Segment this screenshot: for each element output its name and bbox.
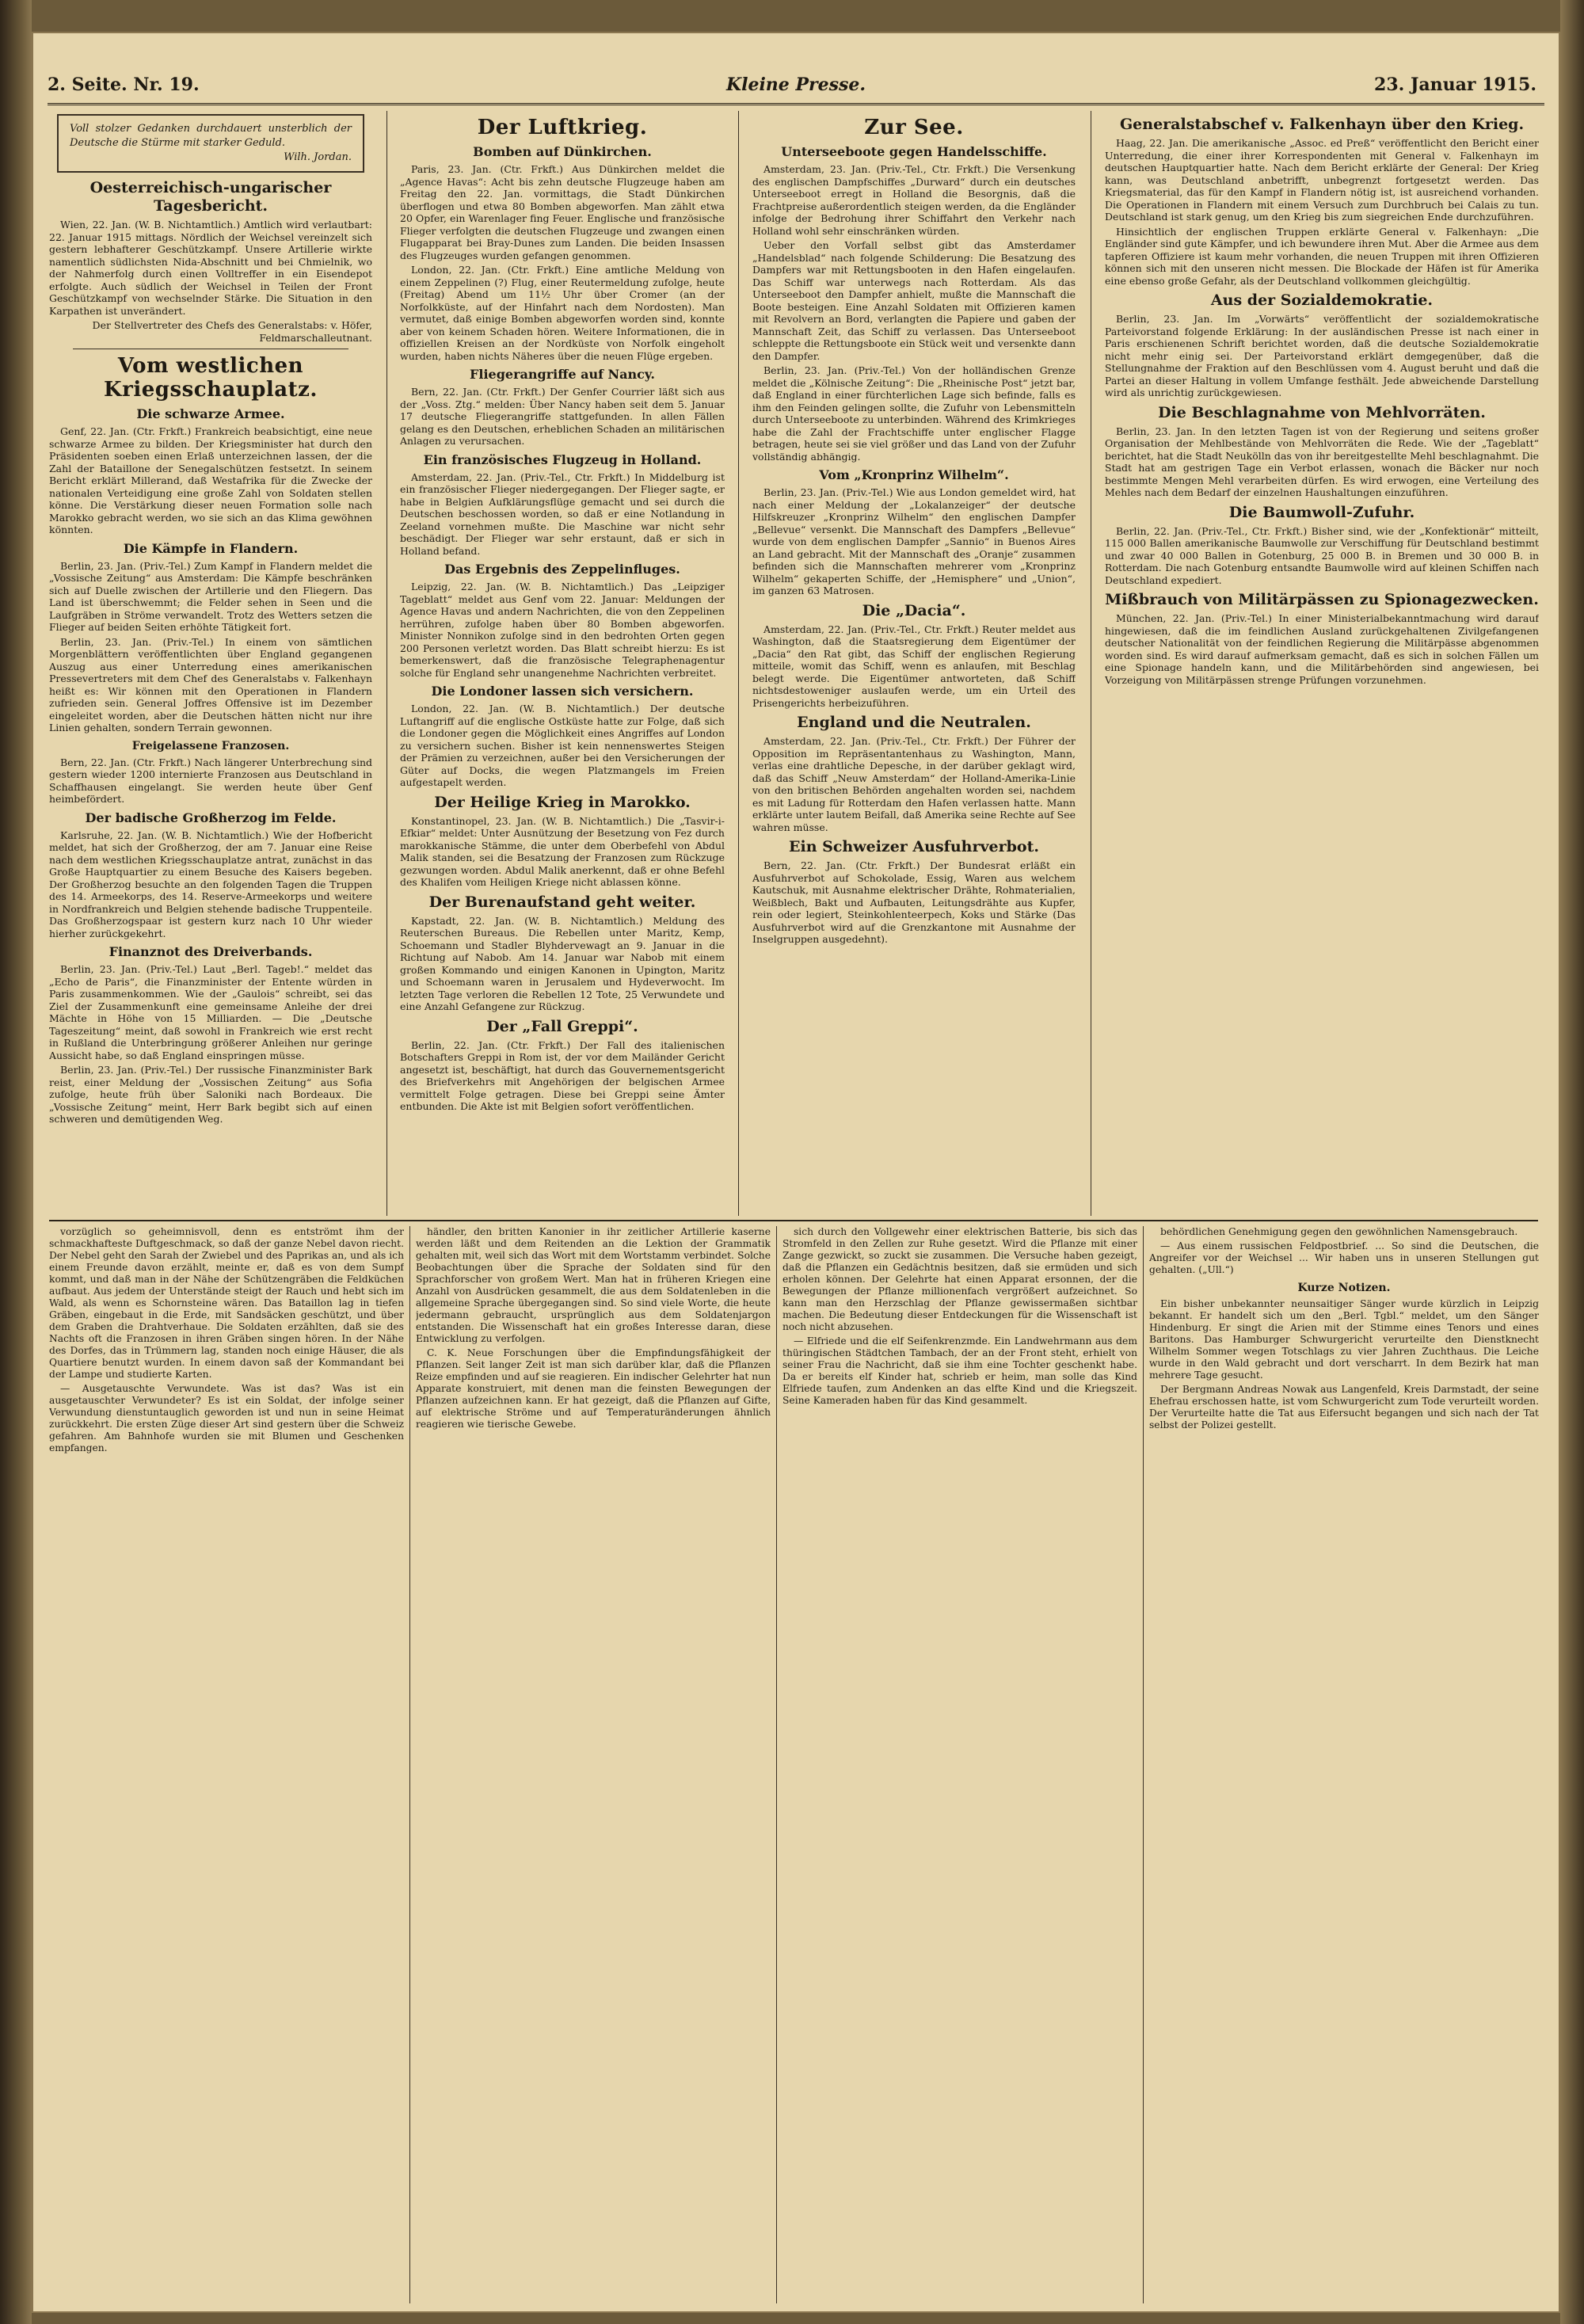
- article-text: Ueber den Vorfall selbst gibt das Amsterdamer „Handelsblad“ nach folgende Schilderung: Die Besatzung des Dampfers war mit Rettungsbooten in den Hafen eingelaufen. Das Schiff war unterwegs nach Rotterdam. Als das Unterseeboot den Dampfer anhielt, mußte die Mannschaft die Boote besteigen. Eine Anzahl Soldaten mit Offizieren kamen mit Revolvern an Bord, verlangten die Papiere und gaben der Mannschaft Zeit, das Schiff zu verlassen. Das Unterseeboot schleppte die Rettungsboote ein Stück weit und versenkte dann den Dampfer.: [752, 239, 1076, 362]
- article-text: sich durch den Vollgewehr einer elektrischen Batterie, bis sich das Stromfeld in den Zellen zur Ruhe gesetzt. Wird die Pflanze mit einer Zange gezwickt, so zuckt sie zusammen. Die Versuche haben gezeigt, daß die Pflanzen ein Gedächtnis besitzen, daß sie ermüden und sich erholen können. Der Gelehrte hat einen Apparat ersonnen, der die Bewegungen der Pflanze millionenfach vergrößert aufzeichnet. So kann man den Herzschlag der Pflanze gewissermaßen sichtbar machen. Die Bedeutung dieser Entdeckungen für die Wissenschaft ist noch nicht abzusehen.: [782, 1226, 1137, 1332]
- column-2: [400, 111, 725, 1216]
- article-text: London, 22. Jan. (W. B. Nichtamtlich.) Der deutsche Luftangriff auf die englische Ostküste hatte zur Folge, daß sich die Londoner gegen die Möglichkeit eines Angriffes auf London zu versichern suchen. Bisher ist kein nennenswertes Steigen der Prämien zu verzeichnen, außer bei den Versicherungen der Güter auf Docks, die wegen Platzmangels im Freien aufgestapelt werden.: [400, 703, 725, 788]
- headline-morocco: Der Heilige Krieg in Marokko.: [434, 793, 691, 811]
- headline-freed: Freigelassene Franzosen.: [131, 739, 290, 752]
- article-text: Genf, 22. Jan. (Ctr. Frkft.) Frankreich beabsichtigt, eine neue schwarze Armee zu bilden. Der Kriegsminister hat durch den Präsidenten soeben einen Erlaß unterzeichnen lassen, der die Zahl der Bataillone der Senegalschützen festsetzt. In seinem Bericht erklärt Millerand, daß Westafrika für die Zwecke der nationalen Verteidigung eine große Zahl von Soldaten stellen könne. Die Verstärkung dieser neuen Formation solle nach Marokko gebracht werden, wo sie sich an das Klima gewöhnen könnten.: [49, 425, 372, 535]
- headline-short-notes: Kurze Notizen.: [1297, 1282, 1391, 1294]
- article-text: Bern, 22. Jan. (Ctr. Frkft.) Nach längerer Unterbrechung sind gestern wieder 1200 internierte Franzosen aus Deutschland in Schaffhausen eingelangt. Sie werden heute über Genf heimbefördert.: [49, 756, 372, 805]
- column-4: [1105, 111, 1539, 1216]
- column-1: [49, 111, 372, 1216]
- article-text: Karlsruhe, 22. Jan. (W. B. Nichtamtlich.) Wie der Hofbericht meldet, hat sich der Großherzog, der am 7. Januar eine Reise nach dem westlichen Kriegsschauplatze antrat, zunächst in das Große Hauptquartier zu einem Besuche des Kaisers begeben. Der Großherzog besuchte an den folgenden Tagen die Truppen des 14. Armeekorps, des 14. Reserve-Armeekorps und weitere in Nordfrankreich und Belgien stehende badische Truppenteile. Das Großherzogspaar ist gestern kurz nach 10 Uhr wieder hierher zurückgekehrt.: [49, 829, 372, 939]
- article-text: Berlin, 23. Jan. (Priv.-Tel.) Von der holländischen Grenze meldet die „Kölnische Zeitung“: Die „Rheinische Post“ jetzt bar, daß England in einer fürchterlichen Lage sich befinde, falls es ihm den Feinden gelingen sollte, die Zufuhr von Lebensmitteln durch Unterseeboote zu unterbinden. Während des Krimkrieges habe die Zahl der Frachtschiffe unter englischer Flagge betragen, heute sei sie viel größer und das Land von der Zufuhr vollständig abhängig.: [752, 364, 1076, 463]
- headline-west: Vom westlichen Kriegsschauplatz.: [104, 354, 318, 402]
- article-text: Berlin, 23. Jan. (Priv.-Tel.) Laut „Berl. Tageb!.“ meldet das „Echo de Paris“, die Finanzminister der Entente würden in Paris zusammenkommen. Wie der „Gaulois“ schreibt, sei das Ziel der Zusammenkunft eine gemeinsame Anleihe der drei Mächte in Höhe von 15 Milliarden. — Die „Deutsche Tageszeitung“ meint, daß sowohl in Frankreich wie erst recht in Rußland die Unterbringung größerer Anleihen nur geringe Aussicht habe, so daß England einspringen müsse.: [49, 963, 372, 1061]
- article-text: C. K. Neue Forschungen über die Empfindungsfähigkeit der Pflanzen. Seit langer Zeit ist man sich darüber klar, daß die Pflanzen Reize empfinden und auf sie reagieren. Ein indischer Gelehrter hat nun Apparate konstruiert, mit denen man die feinsten Bewegungen der Pflanzen aufzeichnen kann. Er hat gezeigt, daß die Pflanzen auf Gifte, auf elektrische Ströme und auf Temperaturänderungen ähnlich reagieren wie tierische Gewebe.: [416, 1347, 771, 1430]
- article-text: Paris, 23. Jan. (Ctr. Frkft.) Aus Dünkirchen meldet die „Agence Havas“: Acht bis zehn deutsche Flugzeuge haben am Freitag den 22. Jan. vormittags, die Stadt Dünkirchen überflogen und etwa 80 Bomben abgeworfen. Man zählt etwa 20 Opfer, ein Warenlager fing Feuer. Englische und französische Flieger verfolgten die deutschen Flugzeuge und zwangen einen Flugapparat bei Bray-Dunes zum Landen. Die beiden Insassen des Flugzeuges wurden gefangen genommen.: [400, 163, 725, 261]
- article-text: Amsterdam, 22. Jan. (Priv.-Tel., Ctr. Frkft.) Reuter meldet aus Washington, daß die Staatsregierung dem Eigentümer der „Dacia“ den Rat gibt, das Schiff der englischen Regierung mitteile, womit das Schiff, wenn es anlaufen, mit Beschlag belegt werde. Die Eigentümer antworteten, daß Schiff nichtsdestoweniger auslaufen werde, um ein Urteil des Prisengerichts herbeizuführen.: [752, 623, 1076, 709]
- motto-text: Voll stolzer Gedanken durchdauert unsterblich der Deutsche die Stürme mit starker Geduld.: [70, 123, 352, 149]
- page-edge: [1560, 0, 1584, 2324]
- article-text: Berlin, 23. Jan. In den letzten Tagen ist von der Regierung und seitens großer Organisation der Mehlbestände von Mehlvorräten die Rede. Wie der „Tageblatt“ berichtet, hat die Stadt Neukölln das von ihr bereitgestellte Mehl beschlagnahmt. Die Stadt hat am gestrigen Tage ein Verbot erlassen, wonach die Bäcker nur noch bestimmte Mengen Mehl verarbeiten dürfen. Es wird erwogen, eine Verteilung des Mehles nach dem Bedarf der einzelnen Haushaltungen einzuführen.: [1105, 425, 1539, 498]
- article-text: Amsterdam, 23. Jan. (Priv.-Tel., Ctr. Frkft.) Die Versenkung des englischen Dampfschiffes „Durward“ durch ein deutsches Unterseeboot erregt in Holland die Besorgnis, daß die Frachtpreise außerordentlich steigen werden, da die Engländer infolge der Bedrohung ihrer Schiffahrt den Verkehr nach Holland wohl sehr einschränken würden.: [752, 163, 1076, 237]
- headline-neutral: England und die Neutralen.: [797, 714, 1031, 731]
- headline-dacia: Die „Dacia“.: [862, 601, 966, 619]
- subheadline-air: Bomben auf Dünkirchen.: [473, 144, 652, 159]
- headline-nancy: Fliegerangriffe auf Nancy.: [470, 367, 655, 382]
- headline-flanders: Die Kämpfe in Flandern.: [123, 540, 299, 556]
- headline-kronprinz: Vom „Kronprinz Wilhelm“.: [819, 467, 1009, 482]
- headline-army: Die schwarze Armee.: [136, 406, 285, 421]
- article-text: München, 22. Jan. (Priv.-Tel.) In einer Ministerialbekanntmachung wird darauf hingewiesen, daß die im feindlichen Ausland zurückgehaltenen Zivilgefangenen deutscher Nationalität von der feindlichen Regierung die Militärpässe abgenommen worden sind. Es wird darauf aufmerksam gemacht, daß es sich in solchen Fällen um eine Spionage handeln kann, und die Militärbehörden sind angewiesen, bei Vorzeigung von Militärpässen strenge Prüfungen vorzunehmen.: [1105, 612, 1539, 686]
- subheadline-sea: Unterseeboote gegen Handelsschiffe.: [781, 144, 1047, 159]
- article-text: Berlin, 22. Jan. (Ctr. Frkft.) Der Fall des italienischen Botschafters Greppi in Rom ist, der vor dem Mailänder Gericht angesetzt ist, beschäftigt, hat durch das Gouvernementsgericht des Briefverkehrs mit Angehörigen der belgischen Armee vermittelt Folge getragen. Diese bei Greppi seine Ämter entbunden. Die Akte ist mit Belgien sofort veröffentlichen.: [400, 1038, 725, 1112]
- article-text: Amsterdam, 22. Jan. (Priv.-Tel., Ctr. Frkft.) Der Führer der Opposition im Repräsentantenhaus zu Washington, Mann, verlas eine drahtliche Depesche, in der darüber geklagt wird, daß das Schiff „Neuw Amsterdam“ der Holland-Amerika-Linie von den britischen Behörden angehalten worden sei, nachdem es mit Ladung für Rotterdam den Hafen verlassen hatte. Mann erklärte unter lautem Beifall, daß Amerika seine Rechte auf See wahren müsse.: [752, 735, 1076, 833]
- headline-sea: Zur See.: [864, 116, 964, 139]
- motto-signature: Wilh. Jordan.: [284, 151, 352, 163]
- article-text: händler, den britten Kanonier in ihr zeitlicher Artillerie kaserne werden läßt und dem Reitenden an die Lektion der Grammatik gehalten mit, weil sich das Wort mit dem Wortstamm verbindet. Solche Beobachtungen über die Sprache der Soldaten sind für den Sprachforscher von großem Wert. Man hat in früheren Kriegen eine Anzahl von Ausdrücken gesammelt, die aus dem Soldatenleben in die allgemeine Sprache übergegangen sind. So sind viele Worte, die heute jedermann gebraucht, ursprünglich aus dem Soldatenjargon entstanden. Die Wissenschaft hat ein großes Interesse daran, diese Entwicklung zu verfolgen.: [416, 1226, 771, 1344]
- headline-cotton: Die Baumwoll-Zufuhr.: [1228, 503, 1415, 521]
- article-text: Berlin, 22. Jan. (Priv.-Tel., Ctr. Frkft.) Bisher sind, wie der „Konfektionär“ mitteilt, 115 000 Ballen amerikanische Baumwolle zur Verschiffung für Deutschland bestimmt und zwar 40 000 Ballen in Gotenburg, 25 000 B. in Bremen und 30 000 B. in Rotterdam. Die nach Gotenburg entsandte Baumwolle wird auf kleinen Schiffen nach Deutschland expediert.: [1105, 524, 1539, 586]
- feuilleton-column-2: [416, 1226, 771, 2303]
- headline-baden: Der badische Großherzog im Felde.: [85, 810, 337, 825]
- headline-falkenhayn: Generalstabschef v. Falkenhayn über den Krieg.: [1119, 116, 1525, 133]
- headline-greppi: Der „Fall Greppi“.: [486, 1017, 638, 1035]
- article-text: behördlichen Genehmigung gegen den gewöhnlichen Namensgebrauch.: [1160, 1226, 1518, 1237]
- article-text: Leipzig, 22. Jan. (W. B. Nichtamtlich.) Das „Leipziger Tageblatt“ meldet aus Genf vom 22. Januar: Meldungen der Agence Havas und andern Nachrichten, die von den Zeppelinen herrühren, zufolge haben über 80 Bomben abgeworfen. Minister Nonnikon zufolge sind in den bedrohten Orten gegen 200 Personen verletzt worden. Das Blatt schreibt hierzu: Es ist bemerkenswert, daß die französische Telegraphenagentur solche für England sehr unangenehme Nachrichten verbreitet.: [400, 581, 725, 679]
- headline-austria: Oesterreichisch-ungarischer Tagesbericht.: [89, 179, 332, 215]
- article-text: Ein bisher unbekannter neunsaitiger Sänger wurde kürzlich in Leipzig bekannt. Er handelt sich um den „Berl. Tgbl.“ meldet, um den Sänger Hindenburg. Er singt die Arien mit der Stimme eines Tenors und eines Baritons. Das Hamburger Schwurgericht verurteilte den Dienstknecht Wilhelm Sommer wegen Totschlags zu vier Jahren Zuchthaus. Die Leiche wurde in den Wald gebracht und dort verscharrt. In dem Bezirk hat man mehrere Tage gesucht.: [1149, 1298, 1539, 1381]
- column-rule: [738, 111, 739, 1216]
- issue-date: 23. Januar 1915.: [1374, 74, 1536, 95]
- headline-swiss: Ein Schweizer Ausfuhrverbot.: [789, 838, 1039, 855]
- column-rule: [1143, 1226, 1144, 2303]
- motto-box: [57, 114, 364, 173]
- page-number: 2. Seite. Nr. 19.: [48, 74, 200, 95]
- article-text: Kapstadt, 22. Jan. (W. B. Nichtamtlich.) Meldung des Reuterschen Bureaus. Die Rebellen unter Maritz, Kemp, Schoemann und Stadler Blyhdervewagt an 9. Januar in die Richtung auf Nabob. Am 14. Januar war Nabob mit einem großen Kommando und einigen Kanonen in Upington, Maritz und Schoemann waren in Jerusalem und Hydeverwocht. Im letzten Tage verloren die Rebellen 12 Tote, 25 Verwundete und eine Anzahl Gefangene zur Rückzug.: [400, 914, 725, 1012]
- article-text: Berlin, 23. Jan. (Priv.-Tel.) Der russische Finanzminister Bark reist, einer Meldung der „Vossischen Zeitung“ aus Sofia zufolge, heute früh über Saloniki nach Bordeaux. Die „Vossische Zeitung“ meint, Herr Bark begibt sich auf einen schweren und demütigenden Weg.: [49, 1064, 372, 1125]
- headline-flour: Die Beschlagnahme von Mehlvorräten.: [1158, 403, 1486, 421]
- headline-finance: Finanznot des Dreiverbands.: [109, 944, 313, 959]
- headline-social: Aus der Sozialdemokratie.: [1210, 291, 1434, 309]
- headline-holland: Ein französisches Flugzeug in Holland.: [423, 451, 702, 467]
- article-text: Konstantinopel, 23. Jan. (W. B. Nichtamtlich.) Die „Tasvir-i-Efkiar“ meldet: Unter Ausnützung der Besetzung von Fez durch marokkanische Stämme, die unter dem Oberbefehl von Abdul Malik standen, sei die Besatzung der Franzosen zum Rückzuge gezwungen worden. Abdul Malik anerkennt, daß er ohne Befehl des Khalifen vom Heiligen Kriege nicht ablassen könne.: [400, 814, 725, 888]
- book-binding: [0, 0, 32, 2324]
- article-text: Haag, 22. Jan. Die amerikanische „Assoc. ed Preß“ veröffentlicht den Bericht einer Unterredung, die einer ihrer Korrespondenten mit General v. Falkenhayn im deutschen Hauptquartier hatte. Nach dem Bericht erklärte der General: Der Krieg kann, was Deutschland anbetrifft, unbegrenzt fortgesetzt werden. Das Kriegsmaterial, das für den Kampf in Flandern nötig ist, ist ausreichend vorhanden. Die Operationen in Flandern mit einem Versuch zum Durchbruch bei Calais zu tun. Deutschland ist stark genug, um den Krieg bis zum siegreichen Ende durchzuführen.: [1105, 137, 1539, 223]
- feuilleton-rule: [49, 1220, 1538, 1221]
- headline-misuse: Mißbrauch von Militärpässen zu Spionagezwecken.: [1105, 591, 1539, 608]
- article-text: — Aus einem russischen Feldpostbrief. ... So sind die Deutschen, die Angreifer vor der Weichsel ... Wir haben uns in unseren Stellungen gut gehalten. („Ull.“): [1149, 1240, 1539, 1275]
- masthead: Kleine Presse.: [725, 74, 866, 95]
- article-text: Berlin, 23. Jan. Im „Vorwärts“ veröffentlicht der sozialdemokratische Parteivorstand folgende Erklärung: In der ausländischen Presse ist nach einer in Paris erschienenen Schrift berichtet worden, daß die deutsche Sozialdemokratie nicht mehr einig sei. Der Parteivorstand erklärt demgegenüber, daß die Stellungnahme der Fraktion auf den Beschlüssen vom 4. August beruht und daß die Partei an dieser Haltung in vollem Umfange festhält. Jede abweichende Darstellung wird als unrichtig zurückgewiesen.: [1105, 313, 1539, 398]
- article-text: Wien, 22. Jan. (W. B. Nichtamtlich.) Amtlich wird verlautbart: 22. Januar 1915 mittags. Nördlich der Weichsel vereinzelt sich gestern lebhafterer Geschützkampf. Unsere Artillerie wirkte namentlich südlichsten Nida-Abschnitt und bei Chmielnik, wo der Nahmerfolg durch einen Volltreffer in ein Eisendepot erfolgte. Auch südlich der Weichsel in Teilen der Front Geschützkampf von wechselnder Stärke. Die Situation in den Karpathen ist unverändert.: [49, 219, 372, 317]
- feuilleton-column-1: [49, 1226, 404, 2303]
- article-text: London, 22. Jan. (Ctr. Frkft.) Eine amtliche Meldung von einem Zeppelinen (?) Flug, einer Reutermeldung zufolge, heute (Freitag) Abend um 11½ Uhr über Cromer (an der Norfolkküste, auf der Hinfahrt nach dem Nordosten). Man vermutet, daß einige Bomben abgeworfen worden sind, konnte aber von keinem Schaden hören. Weitere Informationen, die in offiziellen Kreisen an der Nordküste von Norfolk eingeholt wurden, haben nichts Näheres über die neuen Flüge ergeben.: [400, 264, 725, 362]
- article-text: Amsterdam, 22. Jan. (Priv.-Tel., Ctr. Frkft.) In Middelburg ist ein französischer Flieger niedergegangen. Der Flieger sagte, er habe in Belgien Aufklärungsflüge gemacht und sei durch die Deutschen beschossen worden, so daß er eine Notlandung in Zeeland vornehmen mußte. Die Maschine war nicht sehr beschädigt. Der Flieger war sehr erstaunt, daß er sich in Holland befand.: [400, 471, 725, 557]
- article-text: Hinsichtlich der englischen Truppen erklärte General v. Falkenhayn: „Die Engländer sind gute Kämpfer, und ich bewundere ihren Mut. Aber die Armee aus dem tapferen Offiziere ist kaum mehr vorhanden, die neuen Truppen mit ihren Offizieren können sich mit den unseren nicht messen. Die Blockade der Häfen ist für Amerika eine ebenso große Gefahr, als der Deutschland vollkommen gleichgültig.: [1105, 225, 1539, 287]
- article-text: Berlin, 23. Jan. (Priv.-Tel.) Wie aus London gemeldet wird, hat nach einer Meldung der „Lokalanzeiger“ der deutsche Hilfskreuzer „Kronprinz Wilhelm“ den englischen Dampfer „Bellevue“ versenkt. Die Mannschaft des Dampfers „Bellevue“ wurde von dem englischen Dampfer „Sannio“ in Buenos Aires an Land gebracht. Mit der Mannschaft des „Oranje“ zusammen befinden sich die Mannschaften mehrerer vom „Kronprinz Wilhelm“ gekaperten Schiffe, der „Hemisphere“ und „Union“, im ganzen 63 Matrosen.: [752, 486, 1076, 596]
- article-text: — Elfriede und die elf Seifenkrenzmde. Ein Landwehrmann aus dem thüringischen Städtchen Tambach, der an der Front steht, erhielt von seiner Frau die Nachricht, daß sie ihm eine Tochter geschenkt habe. Da er bereits elf Kinder hat, schrieb er heim, man solle das Kind Elfriede taufen, zum Andenken an das elfte Kind und die Kriegszeit. Seine Kameraden haben für das Kind gesammelt.: [782, 1335, 1137, 1406]
- headline-result: Das Ergebnis des Zeppelinfluges.: [444, 562, 680, 577]
- article-text: Bern, 22. Jan. (Ctr. Frkft.) Der Bundesrat erläßt ein Ausfuhrverbot auf Schokolade, Essig, Waren aus welchem Kautschuk, mit Ausnahme elektrischer Drähte, Rohmaterialien, Weißblech, Bakt und Aufbauten, Leitungsdrähte aus Kupfer, rein oder legiert, Steinkohlenteerpech, Koks und Stärke (Das Ausfuhrverbot wird auf die Grenzkantone mit Ausnahme der Inselgruppen ausgedehnt).: [752, 859, 1076, 945]
- page-header: [48, 71, 1544, 105]
- headline-air: Der Luftkrieg.: [477, 116, 648, 139]
- headline-london: Die Londoner lassen sich versichern.: [431, 684, 694, 699]
- article-text: — Ausgetauschte Verwundete. Was ist das? Was ist ein ausgetauschter Verwundeter? Es ist ein Soldat, der infolge seiner Verwundung dienstuntauglich geworden ist und nun in seine Heimat zurückkehrt. Die ersten Züge dieser Art sind gestern über die Schweiz gefahren. Am Bahnhofe wurden sie mit Blumen und Geschenken empfangen.: [49, 1383, 404, 1453]
- column-rule: [386, 111, 387, 1216]
- article-text: Berlin, 23. Jan. (Priv.-Tel.) Zum Kampf in Flandern meldet die „Vossische Zeitung“ aus Amsterdam: Die Kämpfe beschränken sich auf Duelle zwischen der Artillerie und den Fliegern. Das Land ist überschwemmt; die Felder sehen in Seen und die Laufgräben in Ströme verwandelt. Trotz des Wetters setzen die Flieger auf beiden Seiten erhöhte Tätigkeit fort.: [49, 559, 372, 633]
- column-rule: [409, 1226, 410, 2303]
- feuilleton-column-3: [782, 1226, 1137, 2303]
- article-text: vorzüglich so geheimnisvoll, denn es entströmt ihm der schmackhafteste Duftgeschmack, so daß der ganze Nebel davon riecht. Der Nebel geht den Sarah der Zwiebel und des Paprikas an, und als ich einem Freunde davon erzählt, meinte er, daß es von dem Sumpf kommt, und daß man in der Nähe der Schützengräben die Feldküchen aufbaut. Aus jedem der Unterstände steigt der Rauch und hebt sich im Wald, als wenn es Schornsteine wären. Das Bataillon lag in tiefen Gräben, eingebaut in die Erde, mit Sandsäcken geschützt, und über dem Graben die Drahtverhaue. Die Soldaten erzählten, daß sie des Nachts oft die Franzosen in ihren Gräben singen hören. In der Nähe des Dorfes, das in Trümmern lag, standen noch einige Häuser, die als Quartiere benutzt wurden. In einem davon saß der Kommandant bei der Lampe und studierte Karten.: [49, 1226, 404, 1380]
- article-text: Berlin, 23. Jan. (Priv.-Tel.) In einem von sämtlichen Morgenblättern veröffentlichten über England gegangenen Auszug aus einer Unterredung eines amerikanischen Pressevertreters mit dem Chef des Generalstabs v. Falkenhayn heißt es: Wir können mit den Operationen in Flandern zufrieden sein. General Joffres Offensive ist im Dezember eingeleitet worden, aber die Deutschen hätten nicht nur ihre Linien gehalten, sondern Terrain gewonnen.: [49, 635, 372, 733]
- feuilleton-column-4: [1149, 1226, 1539, 2303]
- headline-boer: Der Burenaufstand geht weiter.: [428, 893, 696, 911]
- article-text: Bern, 22. Jan. (Ctr. Frkft.) Der Genfer Courrier läßt sich aus der „Voss. Ztg.“ melden: Über Nancy haben seit dem 5. Januar 17 deutsche Fliegerangriffe stattgefunden. In allen Fällen gelang es den Deutschen, erheblichen Schaden an militärischen Anlagen zu verursachen.: [400, 386, 725, 447]
- article-signature: Der Stellvertreter des Chefs des Generalstabs: v. Höfer, Feldmarschalleutnant.: [92, 319, 372, 344]
- column-3: [752, 111, 1076, 1216]
- article-text: Der Bergmann Andreas Nowak aus Langenfeld, Kreis Darmstadt, der seine Ehefrau erschossen hatte, ist vom Schwurgericht zum Tode verurteilt worden. Der Verurteilte hatte die Tat aus Eifersucht begangen und sich nach der Tat selbst der Polizei gestellt.: [1149, 1384, 1539, 1431]
- column-rule: [776, 1226, 777, 2303]
